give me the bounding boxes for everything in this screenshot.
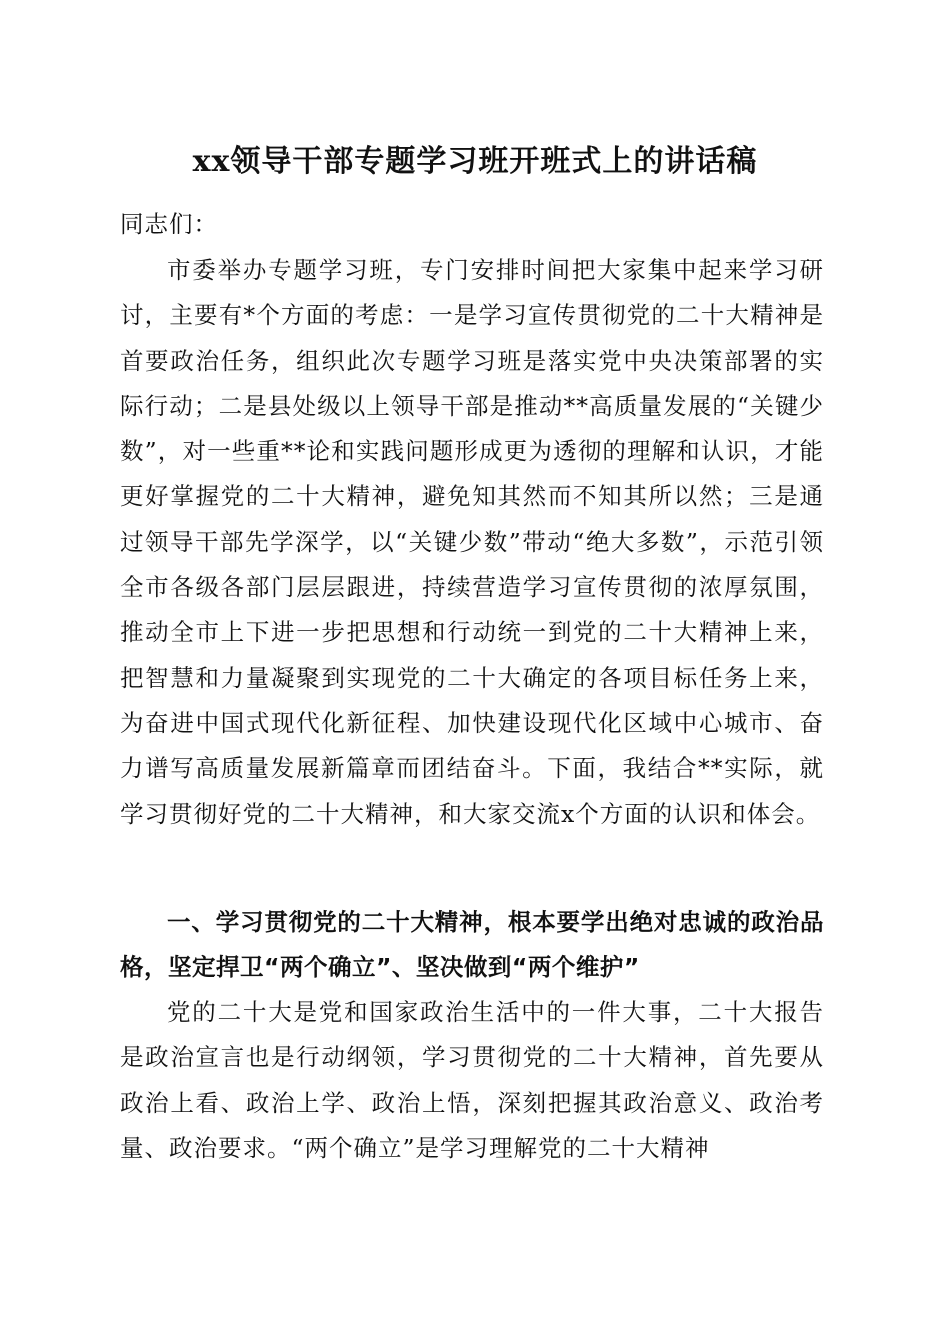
document-title: xx领导干部专题学习班开班式上的讲话稿 [192, 144, 758, 179]
section-heading-1: 一、学习贯彻党的二十大精神，根本要学出绝对忠诚的政治品格，坚定捍卫“两个确立”、坚决做到“两个维护” [120, 908, 824, 982]
paragraph-section-1: 党的二十大是党和国家政治生活中的一件大事，二十大报告是政治宣言也是行动纲领，学习贯彻党的二十大精神，首先要从政治上看、政治上学、政治上悟，深刻把握其政治意义、政治考量、政治要求。“两个确立”是学习理解党的二十大精神 [120, 998, 824, 1162]
salutation: 同志们： [120, 210, 218, 238]
paragraph-intro: 市委举办专题学习班，专门安排时间把大家集中起来学习研讨，主要有*个方面的考虑：一是学习宣传贯彻党的二十大精神是首要政治任务，组织此次专题学习班是落实党中央决策部署的实际行动；二是县处级以上领导干部是推动**高质量发展的“关键少数”，对一些重**论和实践问题形成更为透彻的理解和认识，才能更好掌握党的二十大精神，避免知其然而不知其所以然；三是通过领导干部先学深学，以“关键少数”带动“绝大多数”，示范引领全市各级各部门层层跟进，持续营造学习宣传贯彻的浓厚氛围，推动全市上下进一步把思想和行动统一到党的二十大精神上来，把智慧和力量凝聚到实现党的二十大确定的各项目标任务上来，为奋进中国式现代化新征程、加快建设现代化区域中心城市、奋力谱写高质量发展新篇章而团结奋斗。下面，我结合**实际，就学习贯彻好党的二十大精神，和大家交流x个方面的认识和体会。 [120, 256, 824, 828]
